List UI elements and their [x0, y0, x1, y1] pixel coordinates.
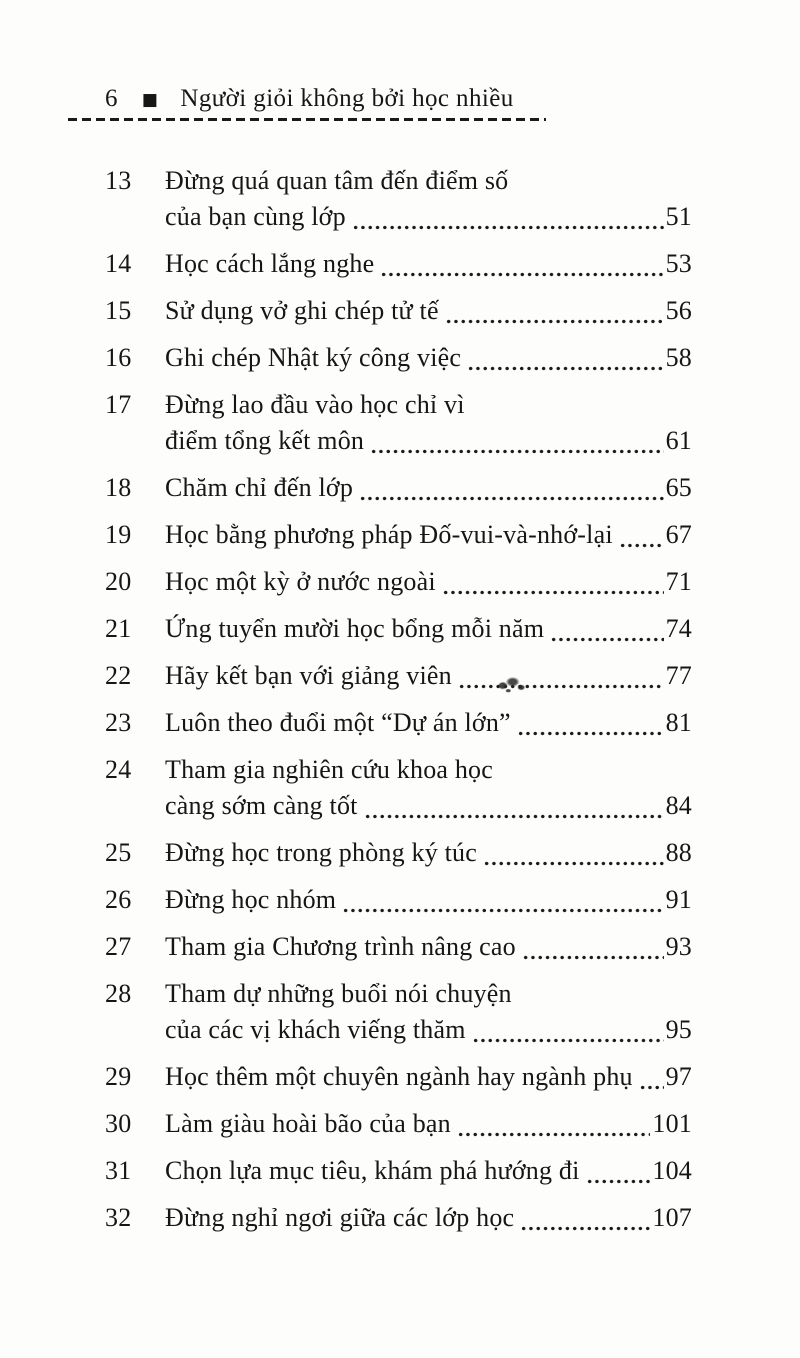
dot-leader: [442, 564, 664, 600]
toc-entry-title: Chọn lựa mục tiêu, khám phá hướng đi: [165, 1156, 580, 1185]
toc-entry-title: Tham gia nghiên cứu khoa học: [165, 755, 493, 784]
toc-entry-line: [165, 705, 692, 741]
dot-leader: [445, 293, 664, 329]
toc-entry-number: 30: [105, 1109, 132, 1138]
toc-entry-title: của bạn cùng lớp: [165, 202, 346, 231]
toc-page-number: 61: [665, 426, 692, 455]
toc-entry: [105, 705, 692, 741]
toc-entry-body: [165, 752, 692, 824]
toc-entry-line: [165, 517, 692, 553]
toc-entry-line: [165, 658, 692, 694]
toc-entry: [105, 1106, 692, 1142]
toc-entry-number: 26: [105, 885, 132, 914]
dot-leader: [586, 1153, 651, 1189]
toc-entry-title: Học thêm một chuyên ngành hay ngành phụ: [165, 1062, 633, 1091]
toc-page-number: 77: [665, 661, 692, 690]
toc-page-number: 93: [665, 932, 692, 961]
toc-entry-title: Đừng học trong phòng ký túc: [165, 838, 477, 867]
toc-entry-title: Đừng lao đầu vào học chỉ vì: [165, 390, 465, 419]
toc-entry-body: [165, 929, 692, 965]
toc-entry-body: [165, 246, 692, 282]
toc-page-number: 81: [665, 708, 692, 737]
toc-entry-line: [165, 1059, 692, 1095]
toc-list: [105, 163, 692, 1247]
toc-entry: [105, 1153, 692, 1189]
toc-entry: [105, 246, 692, 282]
toc-entry-line: [165, 199, 692, 235]
dot-leader: [458, 658, 664, 694]
toc-entry-body: [165, 1106, 692, 1142]
toc-entry: [105, 517, 692, 553]
toc-entry-title: Chăm chỉ đến lớp: [165, 473, 354, 502]
book-title: Người giỏi không bởi học nhiều: [180, 85, 514, 112]
toc-entry-title: Sử dụng vở ghi chép tử tế: [165, 296, 439, 325]
toc-page-number: 95: [665, 1015, 692, 1044]
toc-entry: [105, 658, 692, 694]
toc-entry: [105, 752, 692, 824]
toc-entry-line: [165, 611, 692, 647]
dot-leader: [467, 340, 663, 376]
toc-page-number: 56: [665, 296, 692, 325]
toc-entry-body: [165, 882, 692, 918]
toc-entry: [105, 293, 692, 329]
toc-entry-line: [165, 163, 692, 199]
toc-entry-number: 29: [105, 1062, 132, 1091]
toc-entry-title: Ghi chép Nhật ký công việc: [165, 343, 462, 372]
toc-entry-title: càng sớm càng tốt: [165, 791, 358, 820]
toc-entry-line: [165, 293, 692, 329]
toc-entry-line: [165, 929, 692, 965]
toc-entry-number: 17: [105, 390, 132, 419]
toc-entry: [105, 470, 692, 506]
ink-smudge: [494, 672, 528, 694]
toc-entry-line: [165, 387, 692, 423]
dot-leader: [352, 199, 664, 235]
toc-entry-line: [165, 564, 692, 600]
toc-entry-title: Học bằng phương pháp Đố-vui-và-nhớ-lại: [165, 520, 613, 549]
toc-entry-title: Hãy kết bạn với giảng viên: [165, 661, 452, 690]
toc-entry-body: [165, 163, 692, 235]
dot-leader: [517, 705, 664, 741]
dot-leader: [359, 470, 664, 506]
toc-entry-body: [165, 1059, 692, 1095]
toc-entry-line: [165, 1200, 692, 1236]
toc-entry: [105, 387, 692, 459]
toc-entry: [105, 163, 692, 235]
dot-leader: [364, 788, 664, 824]
toc-entry-title: Tham gia Chương trình nâng cao: [165, 932, 516, 961]
toc-entry-body: [165, 470, 692, 506]
toc-entry-title: của các vị khách viếng thăm: [165, 1015, 466, 1044]
running-header: [105, 84, 740, 116]
toc-entry-body: [165, 976, 692, 1048]
toc-entry-title: điểm tổng kết môn: [165, 426, 365, 455]
toc-entry-body: [165, 658, 692, 694]
dot-leader: [472, 1012, 664, 1048]
toc-entry-body: [165, 387, 692, 459]
toc-entry-line: [165, 752, 692, 788]
toc-entry-body: [165, 611, 692, 647]
toc-entry: [105, 929, 692, 965]
toc-page-number: 91: [665, 885, 692, 914]
toc-page-number: 101: [652, 1109, 692, 1138]
toc-page-number: 58: [665, 343, 692, 372]
toc-entry-line: [165, 423, 692, 459]
toc-entry-line: [165, 1012, 692, 1048]
dot-leader: [520, 1200, 650, 1236]
toc-page-number: 51: [665, 202, 692, 231]
toc-entry-number: 27: [105, 932, 132, 961]
toc-entry-number: 18: [105, 473, 132, 502]
toc-entry-number: 16: [105, 343, 132, 372]
toc-entry-line: [165, 246, 692, 282]
toc-entry-number: 14: [105, 249, 132, 278]
toc-entry: [105, 1200, 692, 1236]
toc-page-number: 67: [665, 520, 692, 549]
toc-entry-title: Luôn theo đuổi một “Dự án lớn”: [165, 708, 511, 737]
dot-leader: [457, 1106, 651, 1142]
toc-page-number: 74: [665, 614, 692, 643]
toc-entry-body: [165, 293, 692, 329]
toc-page-number: 53: [665, 249, 692, 278]
dot-leader: [522, 929, 664, 965]
toc-entry-line: [165, 1106, 692, 1142]
toc-entry-number: 21: [105, 614, 132, 643]
toc-entry-number: 23: [105, 708, 132, 737]
toc-entry: [105, 340, 692, 376]
toc-entry-number: 15: [105, 296, 132, 325]
toc-entry-body: [165, 705, 692, 741]
toc-page-number: 97: [665, 1062, 692, 1091]
toc-entry-number: 24: [105, 755, 132, 784]
toc-page-number: 88: [665, 838, 692, 867]
toc-page-number: 107: [652, 1203, 692, 1232]
toc-entry: [105, 882, 692, 918]
toc-entry-title: Làm giàu hoài bão của bạn: [165, 1109, 451, 1138]
toc-entry: [105, 976, 692, 1048]
toc-entry-number: 13: [105, 166, 132, 195]
toc-entry-body: [165, 1153, 692, 1189]
header-page-number: 6: [105, 85, 118, 112]
dot-leader: [370, 423, 663, 459]
square-bullet-icon: ■: [141, 90, 159, 110]
toc-entry-line: [165, 788, 692, 824]
toc-entry-line: [165, 340, 692, 376]
dot-leader: [550, 611, 663, 647]
dot-leader: [639, 1059, 664, 1095]
toc-page-number: 71: [665, 567, 692, 596]
dot-leader: [619, 517, 664, 553]
toc-entry-line: [165, 976, 692, 1012]
toc-entry-body: [165, 517, 692, 553]
dot-leader: [380, 246, 663, 282]
toc-entry-body: [165, 1200, 692, 1236]
toc-page-number: 84: [665, 791, 692, 820]
toc-page-number: 65: [665, 473, 692, 502]
toc-entry-title: Học cách lắng nghe: [165, 249, 375, 278]
toc-entry-body: [165, 340, 692, 376]
toc-entry-title: Đừng nghỉ ngơi giữa các lớp học: [165, 1203, 515, 1232]
toc-entry-title: Ứng tuyển mười học bổng mỗi năm: [165, 614, 545, 643]
toc-entry-number: 20: [105, 567, 132, 596]
toc-entry-title: Tham dự những buổi nói chuyện: [165, 979, 512, 1008]
toc-entry-number: 31: [105, 1156, 132, 1185]
toc-entry-line: [165, 835, 692, 871]
toc-entry-line: [165, 470, 692, 506]
toc-entry-number: 25: [105, 838, 132, 867]
toc-entry-title: Đừng quá quan tâm đến điểm số: [165, 166, 509, 195]
toc-entry-line: [165, 882, 692, 918]
toc-entry-number: 22: [105, 661, 132, 690]
toc-page-number: 104: [652, 1156, 692, 1185]
toc-entry-body: [165, 564, 692, 600]
toc-entry-line: [165, 1153, 692, 1189]
dot-leader: [483, 835, 664, 871]
toc-entry: [105, 835, 692, 871]
dashed-divider: [68, 118, 546, 121]
toc-entry: [105, 611, 692, 647]
toc-entry-number: 19: [105, 520, 132, 549]
toc-entry-body: [165, 835, 692, 871]
dot-leader: [342, 882, 663, 918]
toc-entry: [105, 564, 692, 600]
toc-entry-title: Học một kỳ ở nước ngoài: [165, 567, 436, 596]
toc-entry: [105, 1059, 692, 1095]
toc-entry-number: 32: [105, 1203, 132, 1232]
toc-entry-number: 28: [105, 979, 132, 1008]
toc-entry-title: Đừng học nhóm: [165, 885, 337, 914]
